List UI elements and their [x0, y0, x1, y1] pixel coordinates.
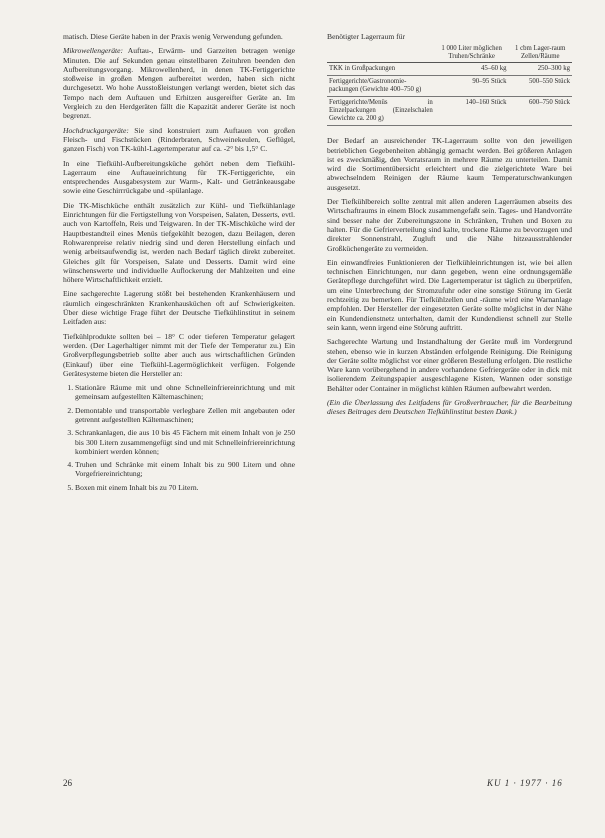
table-row	[327, 97, 572, 126]
paragraph	[63, 46, 295, 120]
table-header: 1 000 Liter möglichen Truhen/Schränke	[435, 44, 509, 63]
table-row	[327, 76, 572, 97]
paragraph-text: Auftau-, Erwärm- und Garzeiten betragen wenige Minuten. Die auf Sekunden genau einstellbaren Zeituhren beenden den Aufbereitungsvorgang. Mikrowellenherd, in denen TK-Fertiggerichte stoßweise in großen Mengen aufbereitet werden, haben sich nicht durchgesetzt. Wo hohe Ausstoßleistungen verlangt werden, bietet sich das Tempo nach dem Auftauen und Erhitzen ausgereifter Geräte an. Im Vergleich zu den Herdgeräten fällt die Kapazität anderer Geräte ist noch begrenzt.	[63, 46, 295, 121]
right-column	[327, 32, 572, 422]
list-item: 2. Demontable und transportable verlegbare Zellen mit angebauten oder getrennt aufgestellten Kältemaschinen;	[75, 406, 295, 425]
table-cell: 600–750 Stück	[509, 97, 572, 126]
table-header-empty	[327, 44, 435, 63]
list-item: 1. Stationäre Räume mit und ohne Schnelleinfriereinrichtung und mit gemeinsam aufgestellten Kältemaschinen;	[75, 383, 295, 402]
list-item: 4. Truhen und Schränke mit einem Inhalt bis zu 900 Litern und ohne Vorgefriereinrichtung;	[75, 460, 295, 479]
table-cell: Fertiggerichte/Menüs in Einzelpackungen (Einzelschalen Gewichte ca. 200 g)	[327, 97, 435, 126]
acknowledgement-note: (Ein die Überlassung des Leitfadens für Großverbraucher, für die Bearbeitung dieses Beitrages dem Deutschen Tiefkühlinstitut besten Dank.)	[327, 398, 572, 417]
table-caption: Benötigter Lagerraum für	[327, 32, 406, 41]
paragraph: Ein einwandfreies Funktionieren der Tiefkühleinrichtungen ist, wie bei allen technischen Einrichtungen, nur dann gegeben, wenn eine ordnungsgemäße Gerätepflege durchgeführt wird. Die Lagertemperatur ist täglich zu überprüfen, um eine Unterbrechung der Stromzufuhr oder eine sonstige Störung im Gerät rechtzeitig zu bemerken. Für Tiefkühlzellen und -räume wird eine Warnanlage empfohlen. Der Hersteller der eingesetzten Geräte sollte möglichst in der Nähe ein Kundendienstnetz unterhalten, damit der Kundendienst schnell zur Stelle sein kann, wenn irgend eine Störung auftritt.	[327, 257, 572, 332]
table-header-row	[327, 44, 572, 63]
table-row	[327, 63, 572, 76]
paragraph-text: Sie sind konstruiert zum Auftauen von großen Fleisch- und Fischstücken (Rinderbraten, Schweinekeulen, Geflügel, ganzen Fisch) von TK-kühl-Lagertemperatur auf ca. -2° bis 1,5° C.	[63, 125, 295, 154]
table-cell: 500–550 Stück	[509, 76, 572, 97]
page-number: 26	[63, 778, 72, 788]
paragraph: matisch. Diese Geräte haben in der Praxis wenig Verwendung gefunden.	[63, 32, 283, 41]
paragraph: In eine Tiefkühl-Aufbereitungsküche gehört neben dem Tiefkühl-Lagerraum eine Auftaueinrichtung für TK-Fertiggerichte, ein entsprechendes Ausgabesystem zur Warm-, Kalt- und Getränkeausgabe sowie eine Geschirrrückgabe und -spülanlage.	[63, 158, 295, 196]
paragraph: Tiefkühlprodukte sollten bei – 18° C oder tieferen Temperatur gelagert werden. (Der Lagerhaltiger nimmt mit der Tiefe der Temperatur zu.) Ein Großverpflegungsbetrieb sollte aber auch aus wirtschaftlichen Gründen (Einkauf) über eine Tiefkühl-Lagermöglichkeit verfügen. Folgende Gerätesysteme bieten die Hersteller an:	[63, 331, 295, 378]
left-column	[63, 32, 295, 496]
term: Hochdruckgargeräte:	[63, 125, 129, 135]
table-cell: 140–160 Stück	[435, 97, 509, 126]
list-item: 5. Boxen mit einem Inhalt bis zu 70 Litern.	[75, 483, 295, 492]
paragraph: Der Bedarf an ausreichender TK-Lagerraum sollte von den jeweiligen betrieblichen Gegebenheiten abhängig gemacht werden. Bei größeren Anlagen ist es zweckmäßig, den Vorratsraum in mehrere Räume zu unterteilen. Damit wird die Sortimentübersicht erleichtert und die zielgerichtete Ware bei abwechselndem Reinigen der Räume kaum Temperaturschwankungen ausgesetzt.	[327, 136, 572, 192]
paragraph: Sachgerechte Wartung und Instandhaltung der Geräte muß im Vordergrund stehen, ebenso wie in kurzen Abständen erfolgende Reinigung. Die Reinigung der Geräte sollte möglichst vor einer größeren Bestellung erfolgen. Die restliche Ware kann vorübergehend in andere vorhandene Gefriergeräte oder in dick mit isolierendem Zeitungspapier ausgeschlagene Kisten, Wannen oder sonstige Behälter oder Container in möglichst kühlen Räumen aufbewahrt werden.	[327, 337, 572, 393]
table-cell: TKK in Großpackungen	[327, 63, 435, 76]
system-list	[63, 383, 295, 492]
term: Mikrowellengeräte:	[63, 46, 124, 56]
table-cell: 250–300 kg	[509, 63, 572, 76]
paragraph	[63, 126, 295, 154]
table-header: 1 cbm Lager-raum Zellen/Räume	[509, 44, 572, 63]
table-cell: Fertiggerichte/Gastronomie-packungen (Gewichte 400–750 g)	[327, 76, 435, 97]
paragraph: Die TK-Mischküche enthält zusätzlich zur Kühl- und Tiefkühlanlage Einrichtungen für die Fertigstellung von Vorspeisen, Salaten, Desserts, evtl. auch von Kartoffeln, Reis und Teigwaren. In der TK-Mischküche wird der Hauptbestandteil eines Menüs tiefgekühlt bezogen, dazu Beilagen, deren Rohwarenpreise relativ niedrig sind und deren Herstellung einfach und wenig arbeitsaufwendig ist, werden nach Bedarf täglich direkt zubereitet. Gleiches gilt für Vorspeisen, Salate und Desserts. Damit wird eine wünschenswerte und individuelle Auflockerung der Mahlzeiten und eine höhere Wirtschaftlichkeit erzielt.	[63, 200, 295, 285]
storage-table	[327, 44, 572, 126]
table-cell: 45–60 kg	[435, 63, 509, 76]
paragraph: Eine sachgerechte Lagerung stößt bei bestehenden Krankenhäusern und räumlich eingeschränkten Krankenhausküchen oft auf Schwierigkeiten. Über diese wichtige Frage führt der Deutsche Tiefkühlinstitut in seinem Leitfaden aus:	[63, 289, 295, 327]
paragraph: Der Tiefkühlbereich sollte zentral mit allen anderen Lagerräumen abseits des Wirtschaftraums in einem Block zusammengefaßt sein. Tages- und Handvorräte sind besser nahe der Zubereitungszone in Schränken, Truhen und Boxen zu halten. Für die Gefrierverteilung sind kalte, trockene Räume zu bevorzugen und direkter Sonnenstrahl, Zugluft und die Nähe hitzeausstrahlender Großküchengeräte zu vermeiden.	[327, 197, 572, 253]
journal-reference: KU 1 · 1977 · 16	[487, 778, 563, 788]
table-cell: 90–95 Stück	[435, 76, 509, 97]
list-item: 3. Schrankanlagen, die aus 10 bis 45 Fächern mit einem Inhalt von je 250 bis 300 Litern zusammengefügt sind und mit Schnelleinfriereinrichtung kombiniert werden können;	[75, 428, 295, 456]
